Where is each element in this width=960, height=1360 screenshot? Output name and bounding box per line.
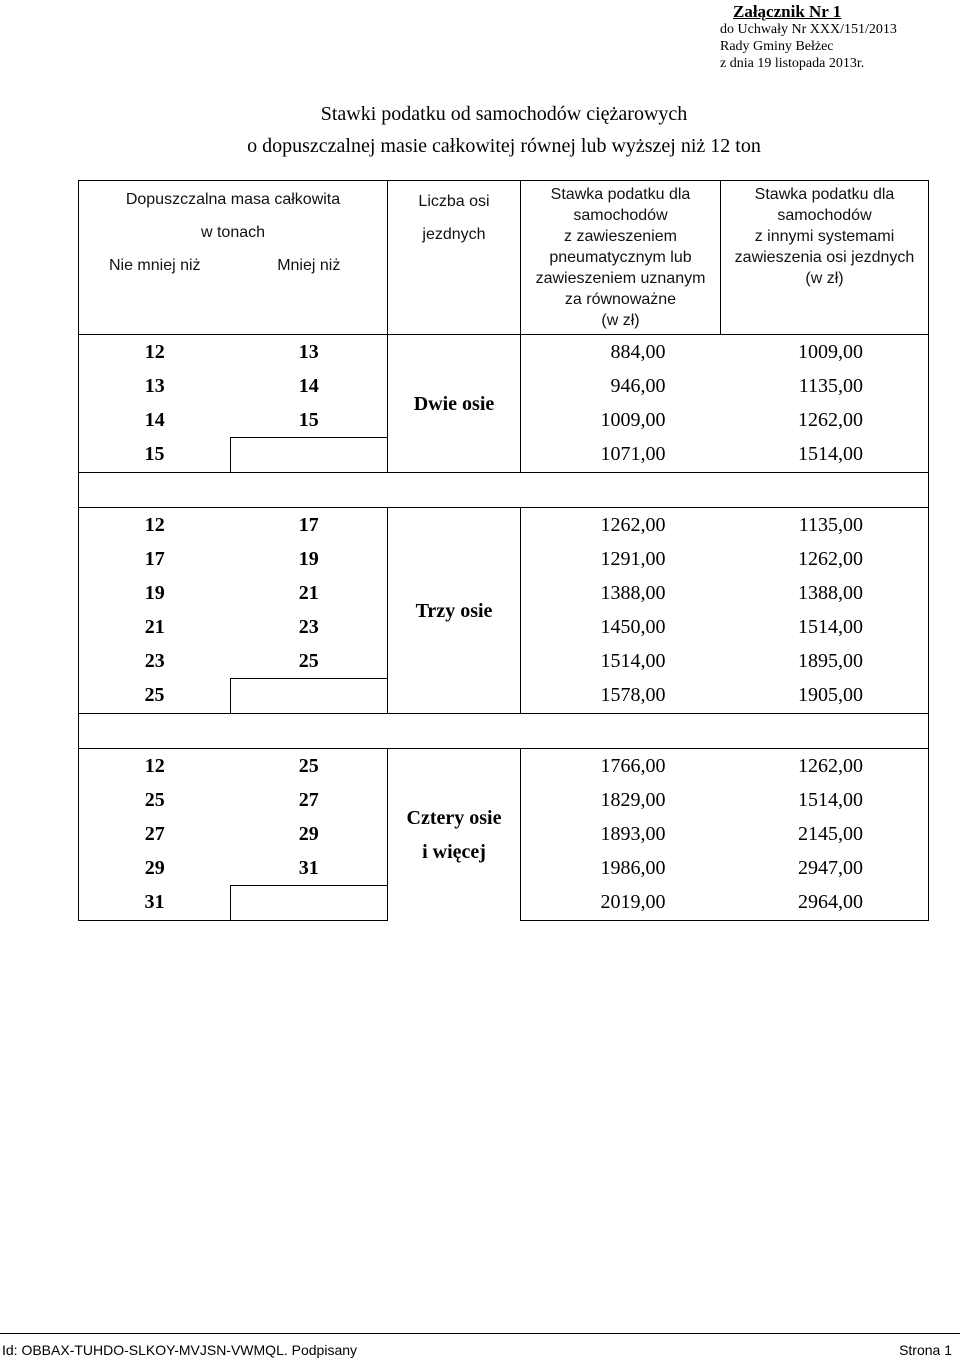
table-row [79, 335, 929, 370]
mass-header-line-1: Dopuszczalna masa całkowita [125, 191, 341, 208]
table-header [79, 181, 929, 335]
other-rate-cell: 1895,00 [721, 644, 929, 679]
attachment-line-1: do Uchwały Nr XXX/151/2013 [720, 22, 897, 37]
other-rate-cell: 1514,00 [721, 783, 929, 817]
mass-not-less-cell: 19 [79, 576, 231, 610]
mass-less-cell: 31 [298, 856, 319, 879]
attachment-line-2: Rady Gminy Bełżec [720, 39, 834, 54]
pneumatic-rate-cell: 2019,00 [521, 886, 721, 921]
other-header-line: (w zł) [805, 270, 844, 287]
pneumatic-rate-cell: 1450,00 [521, 610, 721, 644]
mass-subheaders [79, 255, 387, 276]
pneumatic-header-line: pneumatycznym lub [549, 249, 692, 266]
table-row [79, 749, 929, 784]
less-header: Mniej niż [277, 257, 341, 274]
pneumatic-header-line: zawieszeniem uznanym [535, 270, 706, 287]
not-less-header: Nie mniej niż [108, 257, 201, 274]
other-rate-cell: 1514,00 [721, 438, 929, 473]
mass-less-cell: 29 [298, 822, 319, 845]
mass-not-less-cell: 23 [79, 644, 231, 679]
pneumatic-rate-cell: 1388,00 [521, 576, 721, 610]
axles-label: Dwie osie [413, 392, 495, 415]
pneumatic-rate-cell: 1986,00 [521, 851, 721, 886]
group-separator-row [79, 714, 929, 749]
pneumatic-rate-cell: 1514,00 [521, 644, 721, 679]
axles-header-line-1: Liczba osi [418, 193, 490, 210]
mass-not-less-cell: 12 [79, 335, 231, 370]
pneumatic-rate-header [521, 181, 721, 335]
pneumatic-rate-cell: 1766,00 [521, 749, 721, 784]
axles-count-cell [388, 335, 521, 473]
mass-not-less-cell: 29 [79, 851, 231, 886]
pneumatic-rate-cell: 946,00 [521, 369, 721, 403]
mass-less-cell: 17 [231, 508, 388, 543]
pneumatic-header-line: (w zł) [601, 312, 640, 329]
footer-signature-id: Id: OBBAX-TUHDO-SLKOY-MVJSN-VWMQL. Podpisany [2, 1342, 358, 1358]
pneumatic-rate-cell: 1071,00 [521, 438, 721, 473]
mass-less-cell: 14 [298, 374, 319, 397]
table-row [79, 508, 929, 543]
mass-not-less-cell: 27 [79, 817, 231, 851]
pneumatic-rate-cell: 1893,00 [521, 817, 721, 851]
mass-not-less-cell: 17 [79, 542, 231, 576]
document-title-line-1: Stawki podatku od samochodów ciężarowych [320, 103, 688, 125]
pneumatic-header-line: z zawieszeniem [564, 228, 677, 245]
separator-cell [79, 714, 929, 749]
other-rate-cell: 1262,00 [721, 403, 929, 438]
separator-cell [79, 473, 929, 508]
mass-less-cell: 25 [231, 749, 388, 784]
mass-less-cell: 25 [298, 649, 319, 672]
mass-not-less-cell: 12 [79, 508, 231, 543]
other-rate-cell: 1262,00 [721, 749, 929, 784]
document-title-line-2: o dopuszczalnej masie całkowitej równej lub wyższej niż 12 ton [247, 135, 761, 157]
attachment-title: Załącznik Nr 1 [733, 2, 842, 21]
pneumatic-rate-cell: 1262,00 [521, 508, 721, 543]
attachment-line-3: z dnia 19 listopada 2013r. [720, 56, 865, 71]
pneumatic-rate-cell: 1009,00 [521, 403, 721, 438]
pneumatic-rate-cell: 1829,00 [521, 783, 721, 817]
other-rate-cell: 1135,00 [721, 508, 929, 543]
other-rate-cell: 1262,00 [721, 542, 929, 576]
axles-label: i więcej [422, 840, 486, 863]
mass-less-cell: 15 [298, 408, 319, 431]
attachment-block [720, 2, 897, 72]
mass-not-less-cell: 15 [79, 438, 231, 473]
other-header-line: Stawka podatku dla [754, 186, 895, 203]
mass-less-cell: 13 [231, 335, 388, 370]
other-rate-header [721, 181, 929, 335]
pneumatic-rate-cell: 1291,00 [521, 542, 721, 576]
mass-less-cell: 27 [298, 788, 319, 811]
table-body [79, 335, 929, 921]
other-rate-cell: 1905,00 [721, 679, 929, 714]
page-footer [0, 1333, 960, 1358]
other-header-line: z innymi systemami [754, 228, 895, 245]
mass-header [79, 181, 388, 335]
axles-count-cell [388, 508, 521, 714]
mass-not-less-cell: 31 [79, 886, 231, 921]
mass-not-less-cell: 14 [79, 403, 231, 438]
other-header-line: samochodów [777, 207, 872, 224]
mass-less-cell [231, 438, 388, 473]
other-rate-cell: 1135,00 [721, 369, 929, 403]
other-rate-cell: 2145,00 [721, 817, 929, 851]
other-header-line: zawieszenia osi jezdnych [734, 249, 915, 266]
mass-not-less-cell: 25 [79, 679, 231, 714]
other-rate-cell: 1388,00 [721, 576, 929, 610]
mass-header-line-2: w tonach [200, 224, 266, 241]
other-rate-cell: 2947,00 [721, 851, 929, 886]
mass-less-cell [231, 886, 388, 921]
mass-not-less-cell: 21 [79, 610, 231, 644]
mass-less-cell: 23 [298, 615, 319, 638]
mass-less-cell [231, 679, 388, 714]
other-rate-cell: 1009,00 [721, 335, 929, 370]
tax-rate-table [78, 180, 929, 921]
pneumatic-header-line: za równoważne [564, 291, 677, 308]
mass-not-less-cell: 25 [79, 783, 231, 817]
axles-header [388, 181, 521, 335]
pneumatic-rate-cell: 884,00 [521, 335, 721, 370]
group-separator-row [79, 473, 929, 508]
footer-page-number: Strona 1 [899, 1342, 952, 1358]
mass-less-cell: 21 [298, 581, 319, 604]
other-rate-cell: 1514,00 [721, 610, 929, 644]
pneumatic-header-line: samochodów [573, 207, 668, 224]
mass-less-cell: 19 [298, 547, 319, 570]
axles-count-cell [388, 749, 521, 921]
pneumatic-header-line: Stawka podatku dla [550, 186, 691, 203]
axles-label: Cztery osie [406, 806, 502, 829]
pneumatic-rate-cell: 1578,00 [521, 679, 721, 714]
mass-not-less-cell: 13 [79, 369, 231, 403]
other-rate-cell: 2964,00 [721, 886, 929, 921]
axles-label: Trzy osie [415, 599, 493, 622]
axles-header-line-2: jezdnych [422, 226, 486, 243]
mass-not-less-cell: 12 [79, 749, 231, 784]
